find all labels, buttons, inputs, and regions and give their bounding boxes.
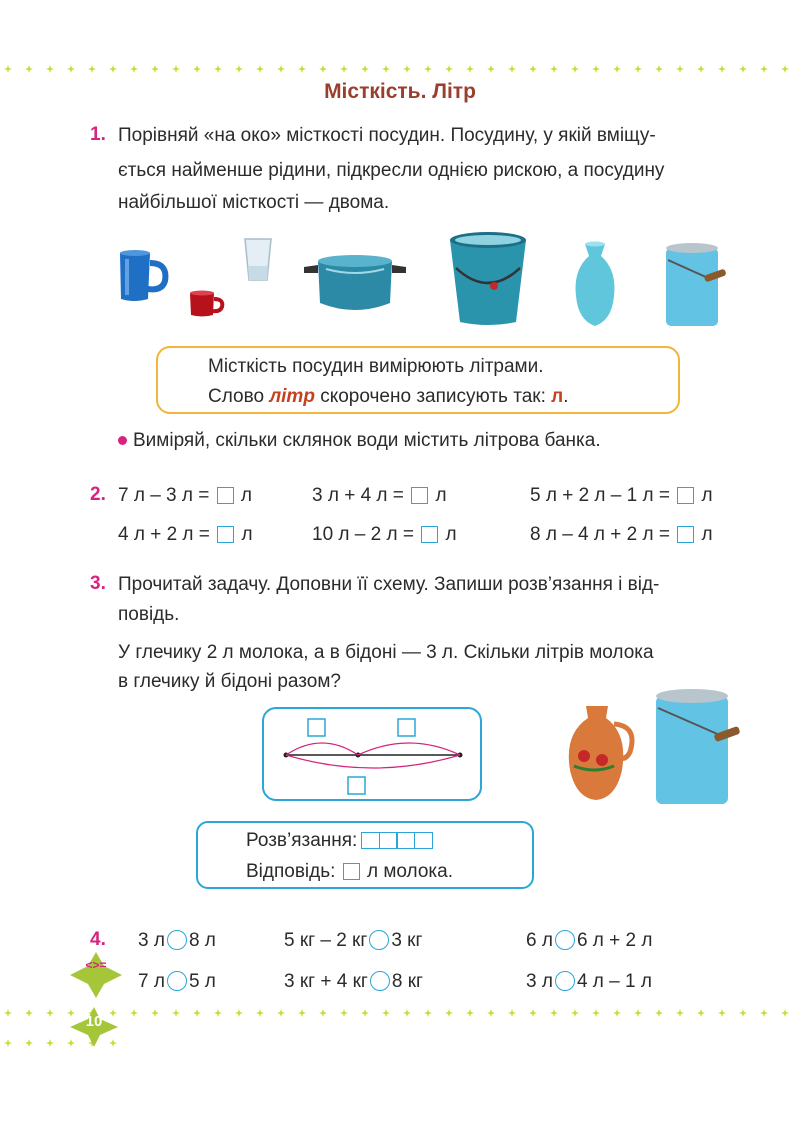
cmp-left: 3 кг + 4 кг	[284, 971, 368, 992]
page-number: 10	[85, 1013, 103, 1030]
star-icon	[445, 65, 453, 73]
star-icon	[235, 1009, 243, 1017]
cmp-left: 3 л	[526, 971, 553, 992]
expr-left: 5 л + 2 л – 1 л =	[530, 485, 676, 506]
expr-2-3	[530, 481, 713, 510]
star-icon	[613, 1009, 621, 1017]
star-icon	[361, 1009, 369, 1017]
task-2-number: 2.	[90, 484, 106, 505]
star-icon	[697, 65, 705, 73]
expr-left: 7 л – 3 л =	[118, 485, 215, 506]
star-icon	[634, 65, 642, 73]
expr-2-6	[530, 520, 713, 549]
star-icon	[214, 1009, 222, 1017]
task-4-number: 4.	[90, 929, 106, 950]
star-icon	[235, 65, 243, 73]
star-icon	[25, 1009, 33, 1017]
task-3-line-2: повідь.	[118, 604, 180, 625]
star-icon	[46, 1039, 54, 1047]
bucket-icon	[444, 228, 532, 328]
cmp-left: 6 л	[526, 930, 553, 951]
mug-icon	[110, 243, 172, 305]
vase-icon	[570, 240, 620, 328]
star-icon	[256, 1009, 264, 1017]
cmp-left: 3 л	[138, 930, 165, 951]
star-icon	[592, 65, 600, 73]
cmp-right: 6 л + 2 л	[576, 930, 653, 951]
rule-end: .	[563, 386, 569, 407]
star-icon	[550, 1009, 558, 1017]
cmp-right: 4 л – 1 л	[576, 971, 652, 992]
compare-signs-text: <>=	[85, 958, 107, 972]
task-1-line-3: найбільшої місткості — двома.	[118, 192, 390, 213]
cmp-right: 8 кг	[391, 971, 423, 992]
star-icon	[655, 1009, 663, 1017]
solution-row	[246, 826, 433, 858]
star-icon	[172, 1009, 180, 1017]
answer-box[interactable]	[217, 526, 234, 543]
star-icon	[130, 65, 138, 73]
star-icon	[487, 65, 495, 73]
cmp-left: 5 кг – 2 кг	[284, 930, 368, 951]
cmp-right: 8 л	[188, 930, 216, 951]
compare-circle[interactable]	[167, 971, 187, 991]
star-icon	[25, 65, 33, 73]
star-icon	[676, 65, 684, 73]
cmp-4-2	[284, 926, 422, 955]
expr-unit: л	[696, 485, 713, 506]
measure-task	[118, 426, 601, 455]
star-icon	[403, 1009, 411, 1017]
cmp-4-3	[526, 926, 652, 955]
star-icon	[25, 1039, 33, 1047]
expr-unit: л	[696, 524, 713, 545]
cmp-4-6	[526, 967, 652, 996]
answer-label: Відповідь:	[246, 861, 336, 882]
star-icon	[739, 1009, 747, 1017]
liter-abbreviation: л	[551, 386, 564, 407]
task-1-line-2: ється найменше рідини, підкресли однією рискою, а посудину	[118, 160, 665, 181]
jug-icon	[562, 700, 642, 804]
star-icon	[298, 1009, 306, 1017]
star-icon	[193, 1009, 201, 1017]
star-icon	[172, 65, 180, 73]
star-icon	[718, 1009, 726, 1017]
answer-box[interactable]	[217, 487, 234, 504]
star-icon	[151, 65, 159, 73]
star-icon	[130, 1009, 138, 1017]
star-icon	[319, 65, 327, 73]
star-icon	[424, 1009, 432, 1017]
star-icon	[571, 65, 579, 73]
small-cup-icon	[186, 287, 228, 319]
expr-2-2	[312, 481, 447, 510]
star-icon	[466, 1009, 474, 1017]
task-3-line-1: Прочитай задачу. Доповни її схему. Запиши розв’язання і від-	[118, 574, 660, 595]
star-icon	[697, 1009, 705, 1017]
star-icon	[403, 65, 411, 73]
star-icon	[382, 65, 390, 73]
star-icon	[550, 65, 558, 73]
problem-line-2: в глечику й бідоні разом?	[118, 671, 341, 692]
star-icon	[256, 65, 264, 73]
star-icon	[508, 65, 516, 73]
compare-circle[interactable]	[555, 930, 575, 950]
star-icon	[571, 1009, 579, 1017]
cmp-4-5	[284, 967, 423, 996]
solution-cells[interactable]	[363, 829, 433, 858]
cmp-4-1	[138, 926, 216, 955]
star-icon	[739, 65, 747, 73]
cmp-right: 5 л	[188, 971, 216, 992]
expr-2-4	[118, 520, 253, 549]
compare-circle[interactable]	[370, 971, 390, 991]
milk-can-icon	[652, 686, 744, 806]
expr-unit: л	[235, 485, 253, 506]
star-icon	[781, 1009, 789, 1017]
star-icon	[277, 1009, 285, 1017]
word-liter: літр	[269, 386, 315, 407]
star-icon	[88, 65, 96, 73]
star-icon	[193, 65, 201, 73]
bullet-icon	[118, 436, 127, 445]
task-1-line-1: Порівняй «на око» місткості посудин. Посудину, у якій вміщу-	[118, 125, 656, 146]
expr-unit: л	[236, 524, 253, 545]
star-icon	[46, 65, 54, 73]
rule-prefix: Слово	[208, 386, 270, 407]
cmp-right: 3 кг	[391, 930, 423, 951]
pot-icon	[300, 247, 410, 319]
measure-task-text: Виміряй, скільки склянок води містить літрова банка.	[133, 430, 601, 451]
compare-circle[interactable]	[555, 971, 575, 991]
star-icon	[529, 65, 537, 73]
compare-circle[interactable]	[167, 930, 187, 950]
star-icon	[613, 65, 621, 73]
star-icon	[466, 65, 474, 73]
star-icon	[676, 1009, 684, 1017]
answer-unit: л молока.	[361, 861, 454, 882]
expr-unit: л	[440, 524, 457, 545]
answer-row	[246, 857, 453, 886]
star-icon	[319, 1009, 327, 1017]
problem-line-1: У глечику 2 л молока, а в бідоні — 3 л. Скільки літрів молока	[118, 642, 654, 663]
answer-box[interactable]	[343, 863, 360, 880]
star-icon	[214, 65, 222, 73]
star-icon	[424, 65, 432, 73]
rule-line-1: Місткість посудин вимірюють літрами.	[208, 356, 544, 377]
answer-box[interactable]	[411, 487, 428, 504]
star-icon	[298, 65, 306, 73]
star-icon	[781, 65, 789, 73]
task-3-number: 3.	[90, 573, 106, 594]
rule-middle: скорочено записують так:	[314, 386, 552, 407]
compare-circle[interactable]	[369, 930, 389, 950]
expr-unit: л	[430, 485, 447, 506]
star-icon	[4, 1039, 12, 1047]
star-icon	[655, 65, 663, 73]
star-icon	[760, 65, 768, 73]
star-icon	[361, 65, 369, 73]
task-1-number: 1.	[90, 124, 106, 145]
star-icon	[445, 1009, 453, 1017]
rule-line-2	[208, 382, 569, 411]
star-icon	[277, 65, 285, 73]
star-icon	[46, 1009, 54, 1017]
star-icon	[151, 1009, 159, 1017]
star-icon	[4, 65, 12, 73]
star-icon	[109, 65, 117, 73]
star-icon	[508, 1009, 516, 1017]
segment-scheme	[262, 707, 482, 801]
star-icon	[340, 65, 348, 73]
star-icon	[382, 1009, 390, 1017]
cmp-left: 7 л	[138, 971, 165, 992]
star-icon	[592, 1009, 600, 1017]
answer-box[interactable]	[421, 526, 438, 543]
expr-left: 3 л + 4 л =	[312, 485, 410, 506]
can-icon	[660, 240, 730, 328]
cmp-4-4	[138, 967, 216, 996]
star-icon	[487, 1009, 495, 1017]
star-icon	[4, 1009, 12, 1017]
expr-2-1	[118, 481, 252, 510]
star-icon	[340, 1009, 348, 1017]
star-icon	[529, 1009, 537, 1017]
star-icon	[760, 1009, 768, 1017]
solution-label: Розв’язання:	[246, 830, 358, 851]
answer-box[interactable]	[677, 526, 694, 543]
glass-icon	[242, 236, 274, 284]
star-icon	[67, 65, 75, 73]
expr-left: 4 л + 2 л =	[118, 524, 216, 545]
star-icon	[634, 1009, 642, 1017]
expr-2-5	[312, 520, 457, 549]
expr-left: 8 л – 4 л + 2 л =	[530, 524, 676, 545]
expr-left: 10 л – 2 л =	[312, 524, 420, 545]
page-title: Місткість. Літр	[324, 80, 476, 103]
answer-box[interactable]	[677, 487, 694, 504]
star-icon	[718, 65, 726, 73]
top-stars-divider	[0, 62, 800, 76]
